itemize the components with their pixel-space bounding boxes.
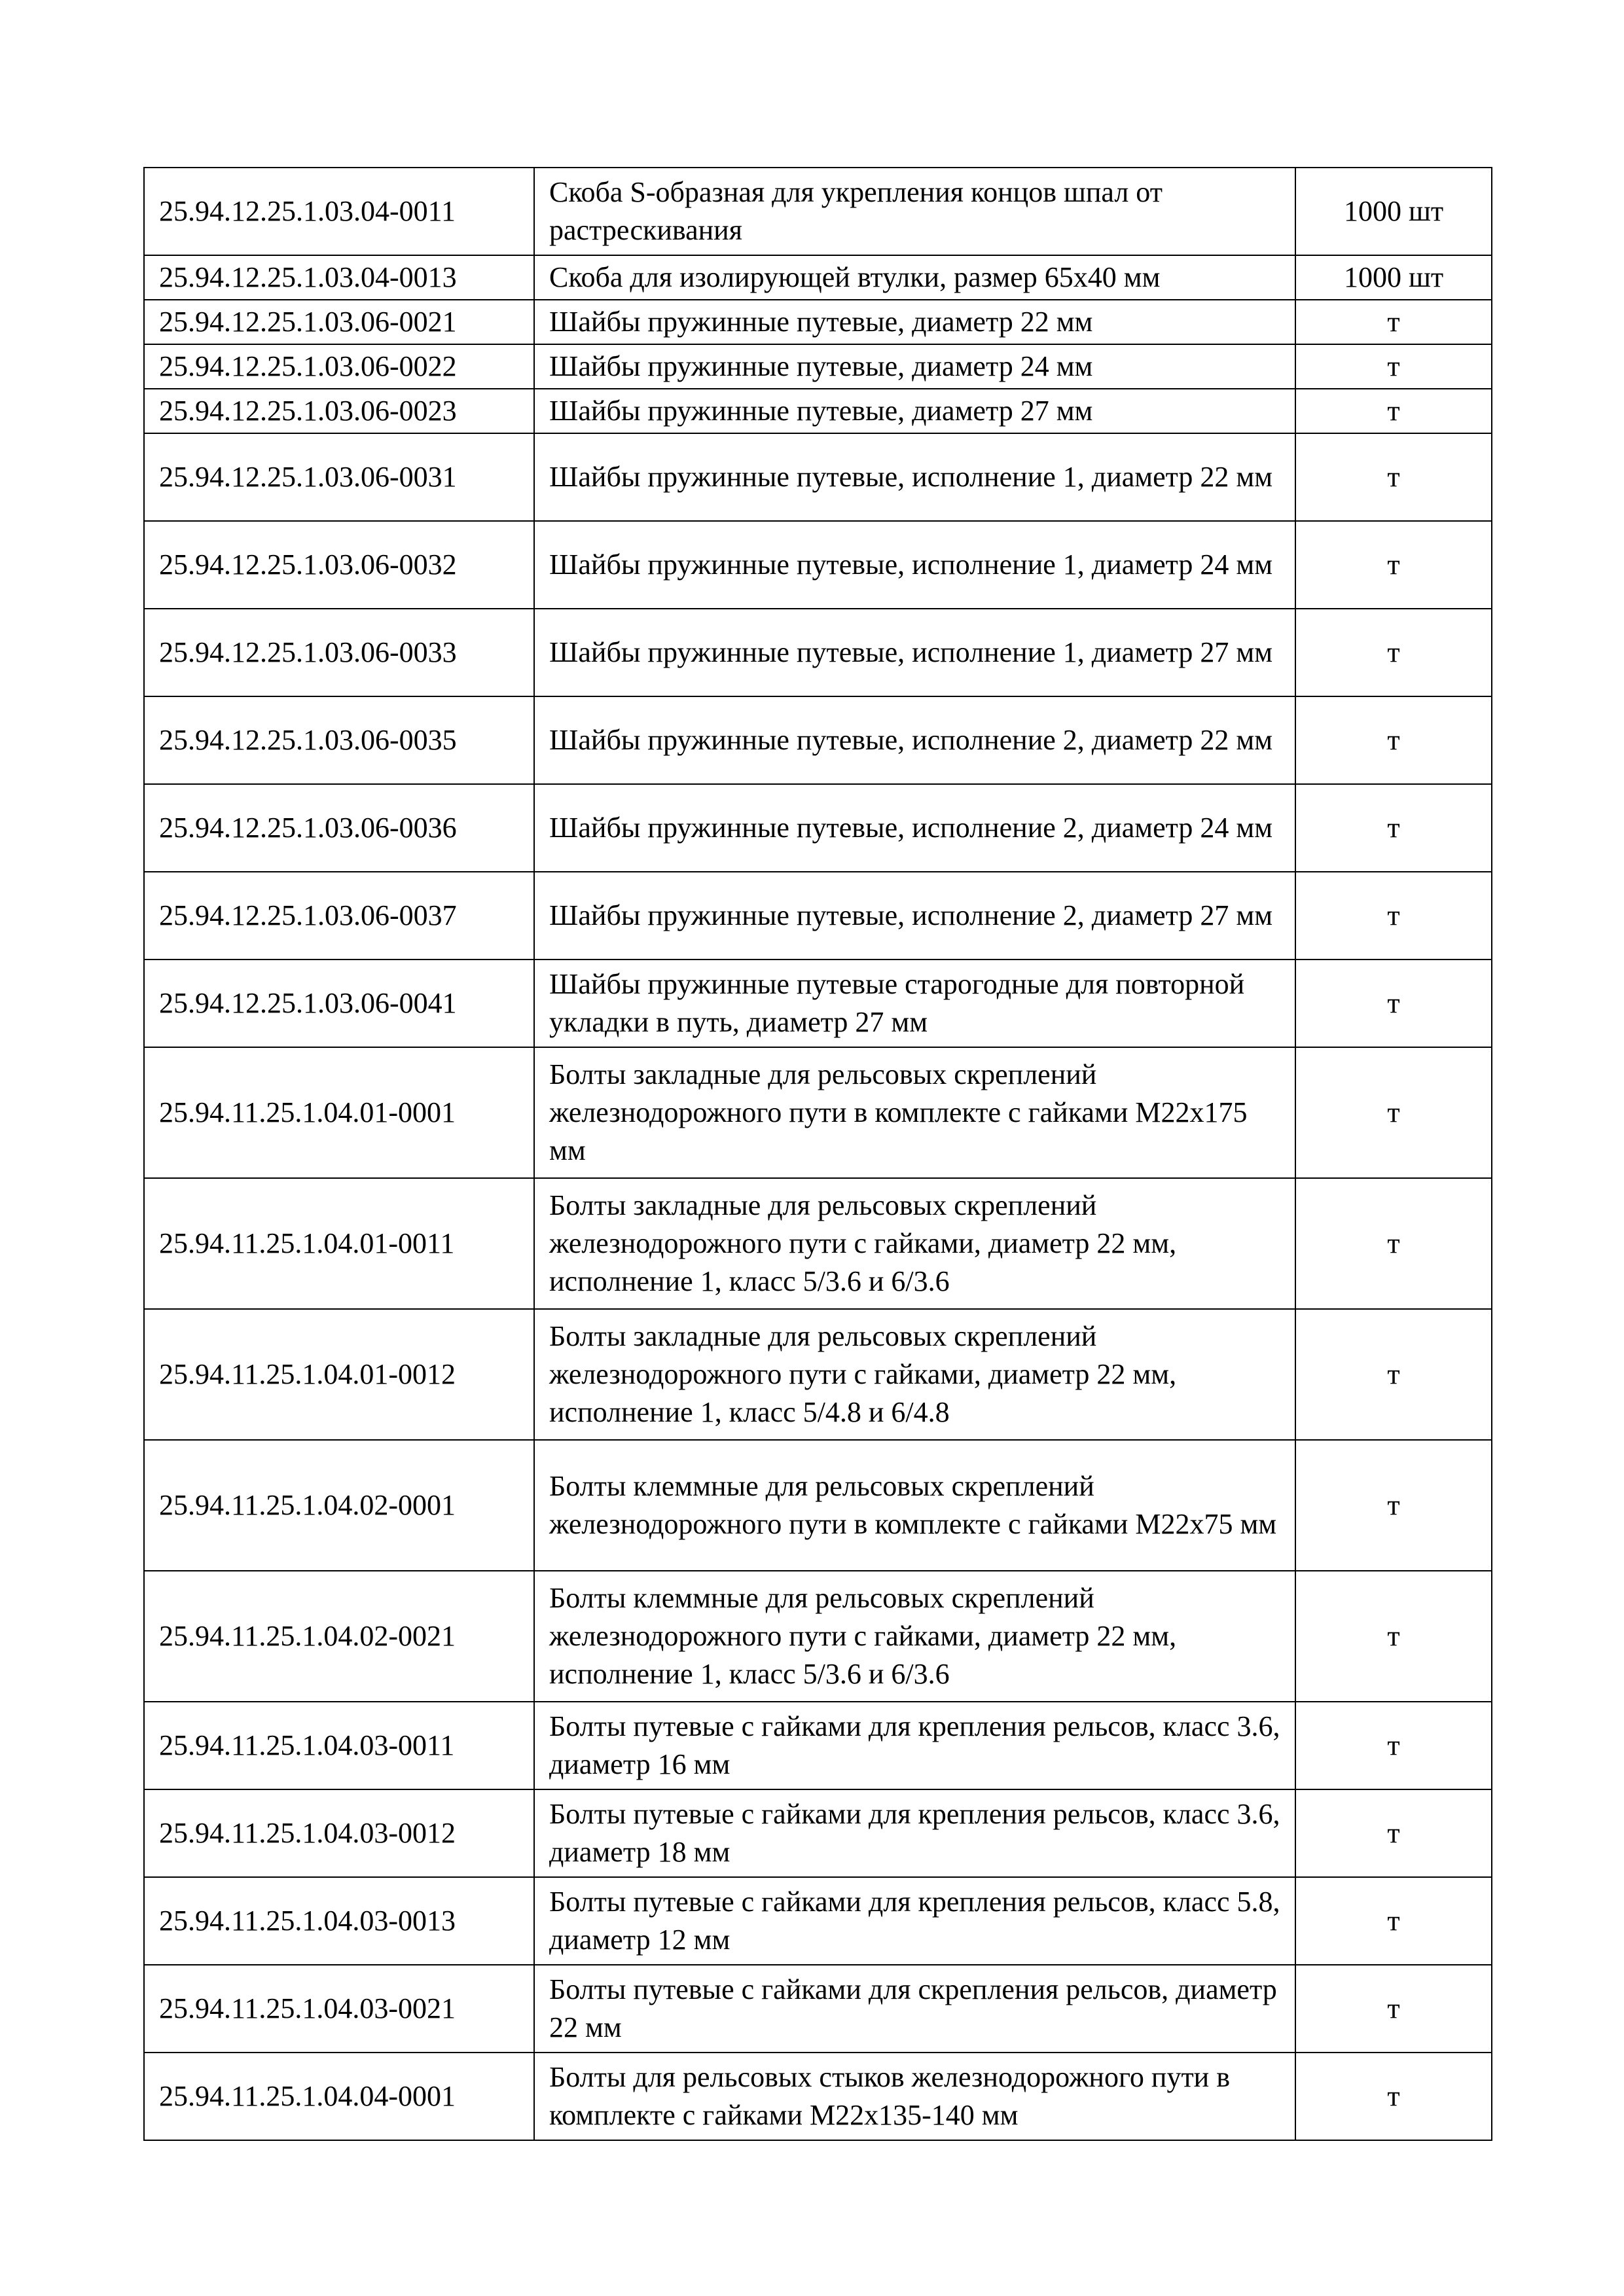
table-row: [144, 960, 1492, 1047]
resource-name-cell: Шайбы пружинные путевые, исполнение 2, диаметр 22 мм: [534, 696, 1295, 784]
resource-name-cell: Шайбы пружинные путевые, диаметр 27 мм: [534, 389, 1295, 433]
resource-code-cell: 25.94.11.25.1.04.03-0013: [144, 1877, 534, 1965]
resource-code-cell: 25.94.12.25.1.03.06-0033: [144, 609, 534, 696]
resource-name-cell: Болты закладные для рельсовых скреплений железнодорожного пути с гайками, диаметр 22 мм, исполнение 1, класс 5/4.8 и 6/4.8: [534, 1309, 1295, 1440]
resource-name-cell: Болты закладные для рельсовых скреплений железнодорожного пути с гайками, диаметр 22 мм, исполнение 1, класс 5/3.6 и 6/3.6: [534, 1178, 1295, 1309]
resource-code-cell: 25.94.11.25.1.04.02-0001: [144, 1440, 534, 1571]
resource-name-cell: Шайбы пружинные путевые, исполнение 1, диаметр 22 мм: [534, 433, 1295, 521]
resource-name-cell: Болты закладные для рельсовых скреплений железнодорожного пути в комплекте с гайками М22х175 мм: [534, 1047, 1295, 1178]
resource-name-cell: Шайбы пружинные путевые, исполнение 2, диаметр 27 мм: [534, 872, 1295, 960]
resource-code-cell: 25.94.11.25.1.04.03-0011: [144, 1702, 534, 1789]
table-row: [144, 872, 1492, 960]
table-row: [144, 2053, 1492, 2140]
table-row: [144, 1702, 1492, 1789]
table-row: [144, 609, 1492, 696]
resource-code-cell: 25.94.12.25.1.03.06-0041: [144, 960, 534, 1047]
resource-name-cell: Шайбы пружинные путевые старогодные для повторной укладки в путь, диаметр 27 мм: [534, 960, 1295, 1047]
unit-cell: т: [1295, 609, 1492, 696]
table-row: [144, 1047, 1492, 1178]
table-row: [144, 1571, 1492, 1702]
table-row: [144, 1789, 1492, 1877]
unit-cell: т: [1295, 960, 1492, 1047]
unit-cell: т: [1295, 2053, 1492, 2140]
unit-cell: т: [1295, 784, 1492, 872]
resource-code-cell: 25.94.12.25.1.03.06-0023: [144, 389, 534, 433]
resource-name-cell: Шайбы пружинные путевые, исполнение 1, диаметр 24 мм: [534, 521, 1295, 609]
table-row: [144, 1877, 1492, 1965]
unit-cell: т: [1295, 1965, 1492, 2053]
resource-code-cell: 25.94.12.25.1.03.06-0032: [144, 521, 534, 609]
resource-name-cell: Шайбы пружинные путевые, исполнение 1, диаметр 27 мм: [534, 609, 1295, 696]
resource-name-cell: Болты путевые с гайками для крепления рельсов, класс 3.6, диаметр 18 мм: [534, 1789, 1295, 1877]
resource-name-cell: Болты для рельсовых стыков железнодорожного пути в комплекте с гайками М22х135-140 мм: [534, 2053, 1295, 2140]
unit-cell: т: [1295, 1440, 1492, 1571]
unit-cell: т: [1295, 872, 1492, 960]
resource-table-page: [143, 167, 1491, 2141]
resource-code-cell: 25.94.11.25.1.04.01-0012: [144, 1309, 534, 1440]
table-row: [144, 433, 1492, 521]
resource-name-cell: Болты клеммные для рельсовых скреплений железнодорожного пути в комплекте с гайками М22х75 мм: [534, 1440, 1295, 1571]
resource-table: [143, 167, 1492, 2141]
resource-code-cell: 25.94.11.25.1.04.04-0001: [144, 2053, 534, 2140]
resource-code-cell: 25.94.11.25.1.04.01-0011: [144, 1178, 534, 1309]
unit-cell: т: [1295, 389, 1492, 433]
unit-cell: т: [1295, 1877, 1492, 1965]
resource-code-cell: 25.94.12.25.1.03.06-0037: [144, 872, 534, 960]
table-row: [144, 300, 1492, 344]
table-row: [144, 168, 1492, 255]
table-row: [144, 1178, 1492, 1309]
table-row: [144, 389, 1492, 433]
resource-name-cell: Болты путевые с гайками для крепления рельсов, класс 5.8, диаметр 12 мм: [534, 1877, 1295, 1965]
table-row: [144, 1440, 1492, 1571]
unit-cell: т: [1295, 344, 1492, 389]
resource-name-cell: Скоба для изолирующей втулки, размер 65х40 мм: [534, 255, 1295, 300]
resource-name-cell: Шайбы пружинные путевые, диаметр 24 мм: [534, 344, 1295, 389]
unit-cell: т: [1295, 1309, 1492, 1440]
unit-cell: т: [1295, 1789, 1492, 1877]
unit-cell: т: [1295, 300, 1492, 344]
table-row: [144, 696, 1492, 784]
resource-code-cell: 25.94.12.25.1.03.06-0031: [144, 433, 534, 521]
table-row: [144, 344, 1492, 389]
unit-cell: 1000 шт: [1295, 168, 1492, 255]
resource-code-cell: 25.94.12.25.1.03.06-0035: [144, 696, 534, 784]
unit-cell: т: [1295, 1047, 1492, 1178]
resource-code-cell: 25.94.12.25.1.03.06-0021: [144, 300, 534, 344]
resource-code-cell: 25.94.12.25.1.03.06-0036: [144, 784, 534, 872]
table-row: [144, 784, 1492, 872]
unit-cell: 1000 шт: [1295, 255, 1492, 300]
resource-name-cell: Шайбы пружинные путевые, диаметр 22 мм: [534, 300, 1295, 344]
unit-cell: т: [1295, 521, 1492, 609]
unit-cell: т: [1295, 1702, 1492, 1789]
resource-code-cell: 25.94.11.25.1.04.03-0021: [144, 1965, 534, 2053]
unit-cell: т: [1295, 433, 1492, 521]
resource-code-cell: 25.94.12.25.1.03.06-0022: [144, 344, 534, 389]
resource-name-cell: Болты клеммные для рельсовых скреплений железнодорожного пути с гайками, диаметр 22 мм, исполнение 1, класс 5/3.6 и 6/3.6: [534, 1571, 1295, 1702]
resource-code-cell: 25.94.11.25.1.04.01-0001: [144, 1047, 534, 1178]
table-row: [144, 255, 1492, 300]
unit-cell: т: [1295, 696, 1492, 784]
table-row: [144, 1309, 1492, 1440]
resource-name-cell: Шайбы пружинные путевые, исполнение 2, диаметр 24 мм: [534, 784, 1295, 872]
resource-code-cell: 25.94.11.25.1.04.02-0021: [144, 1571, 534, 1702]
table-row: [144, 1965, 1492, 2053]
unit-cell: т: [1295, 1178, 1492, 1309]
resource-code-cell: 25.94.12.25.1.03.04-0011: [144, 168, 534, 255]
resource-code-cell: 25.94.12.25.1.03.04-0013: [144, 255, 534, 300]
resource-name-cell: Болты путевые с гайками для крепления рельсов, класс 3.6, диаметр 16 мм: [534, 1702, 1295, 1789]
resource-name-cell: Болты путевые с гайками для скрепления рельсов, диаметр 22 мм: [534, 1965, 1295, 2053]
unit-cell: т: [1295, 1571, 1492, 1702]
table-row: [144, 521, 1492, 609]
resource-code-cell: 25.94.11.25.1.04.03-0012: [144, 1789, 534, 1877]
resource-name-cell: Скоба S-образная для укрепления концов шпал от растрескивания: [534, 168, 1295, 255]
